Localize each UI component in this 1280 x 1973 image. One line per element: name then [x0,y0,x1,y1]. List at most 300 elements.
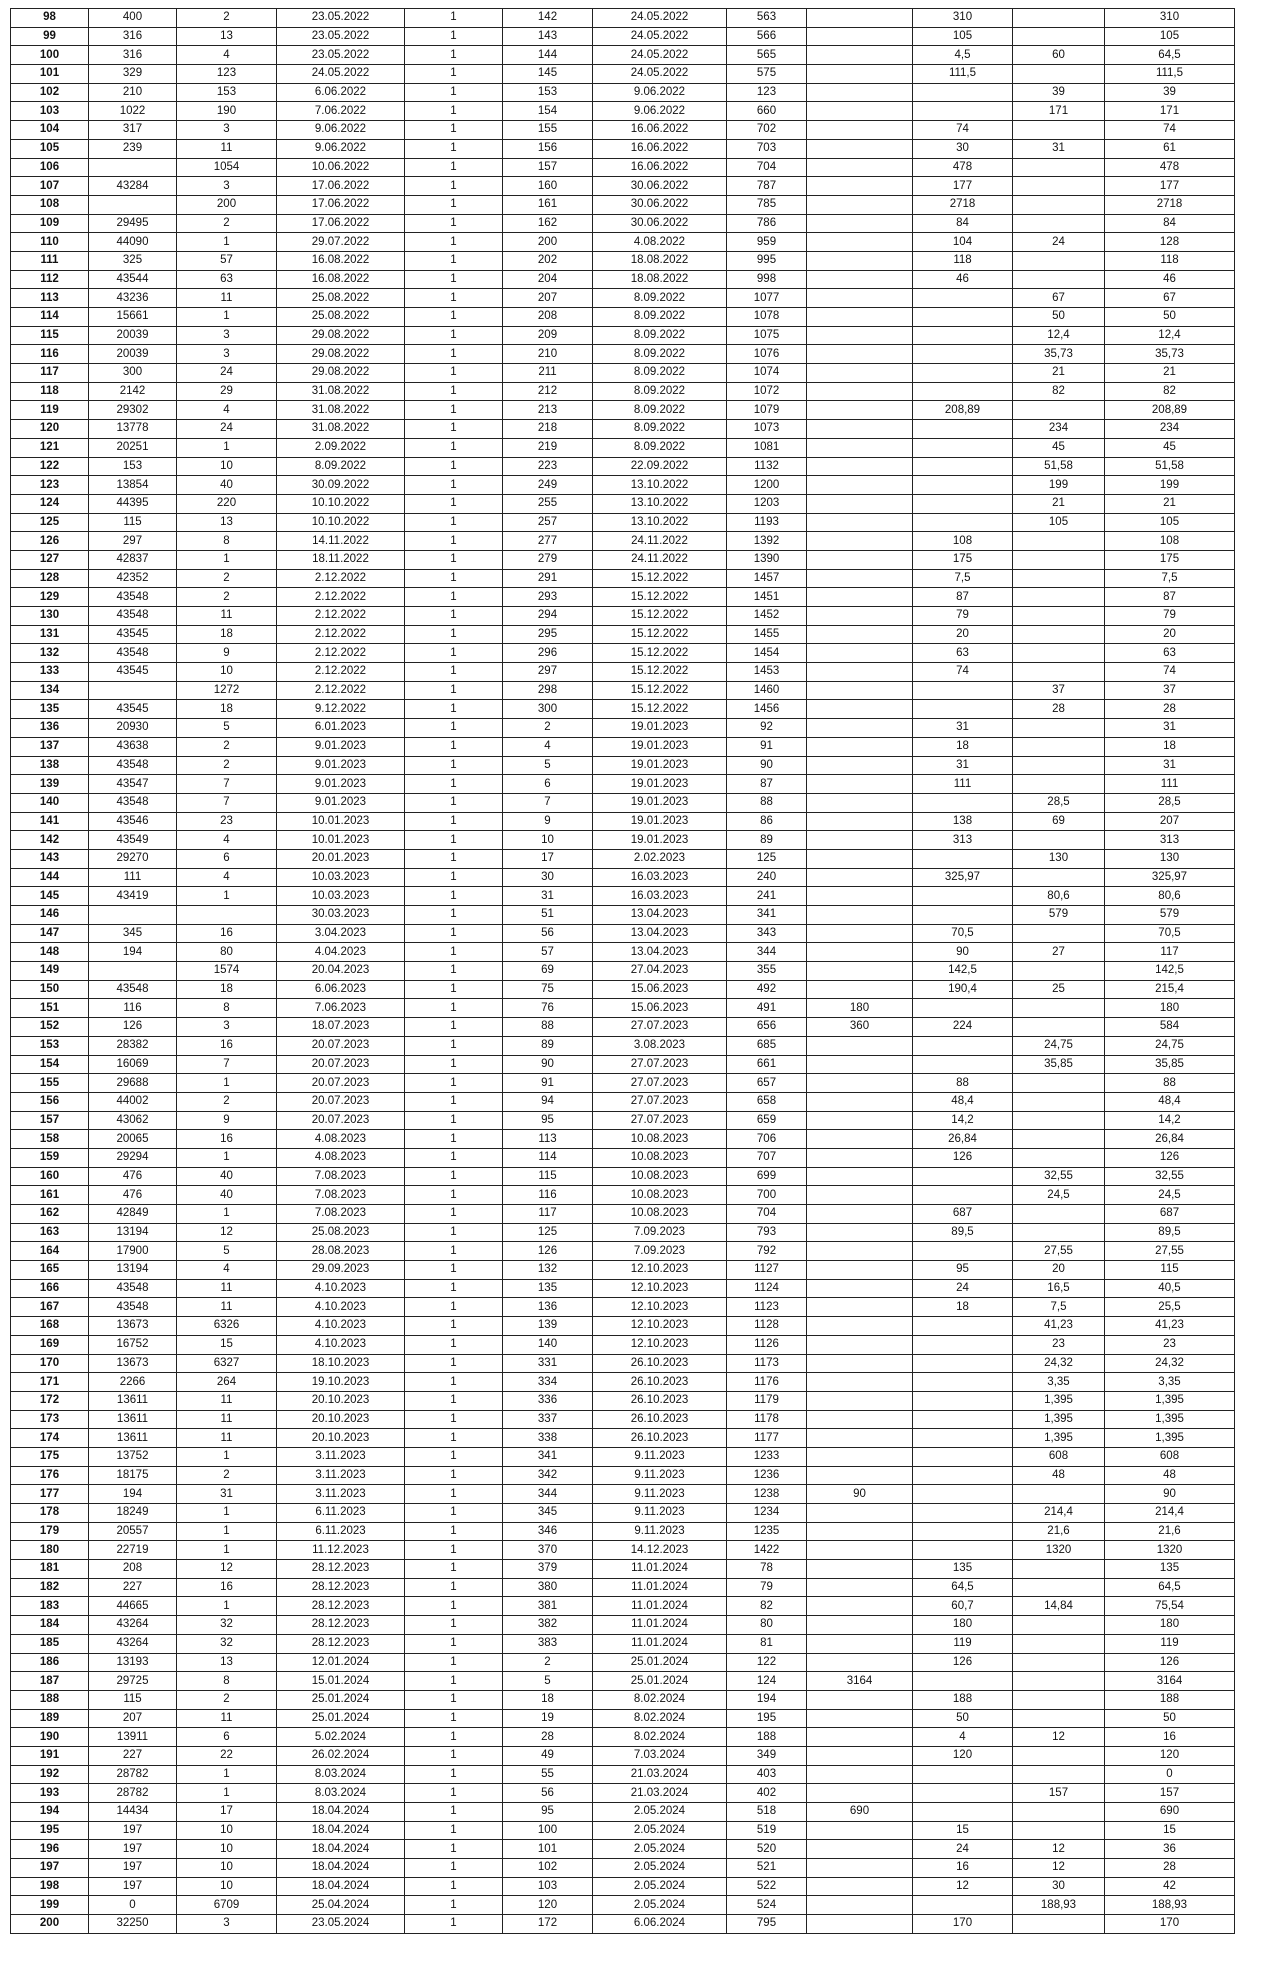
table-cell [913,438,1013,457]
table-cell: 1 [405,1223,503,1242]
table-cell: 123 [11,476,89,495]
table-row [11,1485,1235,1504]
table-cell [913,326,1013,345]
table-cell: 793 [727,1223,807,1242]
table-cell: 1 [405,121,503,140]
table-cell [1013,195,1105,214]
table-row [11,1765,1235,1784]
table-cell: 126 [913,1148,1013,1167]
table-cell: 7 [177,793,277,812]
table-cell: 1 [405,1466,503,1485]
table-cell: 39 [1013,83,1105,102]
table-cell: 111 [89,868,177,887]
table-cell: 154 [503,102,593,121]
table-row [11,1597,1235,1616]
table-cell: 18 [177,980,277,999]
table-cell: 156 [503,139,593,158]
table-cell: 1,395 [1105,1391,1235,1410]
table-cell: 80 [727,1616,807,1635]
table-cell: 1 [405,1578,503,1597]
table-cell: 10.01.2023 [277,812,405,831]
table-cell: 264 [177,1373,277,1392]
table-cell: 1 [405,1560,503,1579]
table-cell: 9.01.2023 [277,756,405,775]
table-cell: 12 [913,1877,1013,1896]
table-cell: 325,97 [1105,868,1235,887]
table-cell: 3164 [1105,1672,1235,1691]
table-cell: 116 [89,999,177,1018]
table-cell: 28,5 [1013,793,1105,812]
table-cell: 1 [405,1653,503,1672]
table-cell: 14.12.2023 [593,1541,727,1560]
table-cell: 37 [1105,681,1235,700]
table-cell [913,345,1013,364]
table-cell: 21 [1013,364,1105,383]
table-cell: 2.12.2022 [277,607,405,626]
table-cell: 195 [727,1709,807,1728]
table-cell [807,65,913,84]
table-cell: 11.01.2024 [593,1634,727,1653]
table-cell: 518 [727,1803,807,1822]
table-cell [807,1634,913,1653]
table-cell: 1 [405,1279,503,1298]
table-cell [913,1504,1013,1523]
table-cell: 9.01.2023 [277,737,405,756]
table-cell: 3 [177,1915,277,1934]
table-cell: 2.05.2024 [593,1896,727,1915]
table-cell: 1 [405,476,503,495]
table-cell: 12.10.2023 [593,1335,727,1354]
table-cell: 126 [89,1018,177,1037]
table-cell: 787 [727,177,807,196]
table-cell: 24.05.2022 [593,27,727,46]
table-cell: 84 [1105,214,1235,233]
table-cell [807,195,913,214]
table-cell: 295 [503,625,593,644]
table-cell: 2.12.2022 [277,625,405,644]
table-cell: 84 [913,214,1013,233]
table-cell: 115 [1105,1261,1235,1280]
table-cell: 10.03.2023 [277,868,405,887]
table-cell [1013,1205,1105,1224]
table-cell [807,681,913,700]
table-cell [807,1373,913,1392]
table-cell: 21 [1105,494,1235,513]
table-row [11,83,1235,102]
table-cell: 43236 [89,289,177,308]
table-cell: 6709 [177,1896,277,1915]
table-cell [913,1485,1013,1504]
table-cell: 157 [503,158,593,177]
table-cell: 180 [1105,999,1235,1018]
table-cell: 14434 [89,1803,177,1822]
table-cell [913,1373,1013,1392]
table-cell: 2 [177,588,277,607]
table-cell: 658 [727,1092,807,1111]
table-cell: 135 [1105,1560,1235,1579]
table-row [11,532,1235,551]
table-cell: 25 [1013,980,1105,999]
table-cell: 1392 [727,532,807,551]
table-cell: 175 [1105,550,1235,569]
table-cell: 1,395 [1013,1429,1105,1448]
table-cell: 24,5 [1013,1186,1105,1205]
table-cell: 14,2 [1105,1111,1235,1130]
table-cell: 144 [11,868,89,887]
table-cell: 179 [11,1522,89,1541]
table-cell: 207 [1105,812,1235,831]
table-cell: 188,93 [1013,1896,1105,1915]
table-cell: 114 [503,1148,593,1167]
table-cell: 1 [177,1522,277,1541]
table-cell: 10.08.2023 [593,1148,727,1167]
table-cell: 699 [727,1167,807,1186]
table-cell [913,1167,1013,1186]
table-cell: 208 [89,1560,177,1579]
table-cell: 40 [177,476,277,495]
table-cell: 1 [405,270,503,289]
table-cell: 190 [11,1728,89,1747]
table-cell: 118 [913,251,1013,270]
table-cell: 9.11.2023 [593,1466,727,1485]
table-cell: 76 [503,999,593,1018]
table-cell: 147 [11,924,89,943]
table-cell: 7 [177,1055,277,1074]
table-cell: 197 [89,1840,177,1859]
table-cell: 1 [405,1391,503,1410]
table-cell: 89 [503,1036,593,1055]
table-cell: 11 [177,607,277,626]
table-cell: 185 [11,1634,89,1653]
table-cell: 20.10.2023 [277,1391,405,1410]
table-cell: 102 [503,1859,593,1878]
table-cell: 31 [1105,719,1235,738]
table-cell: 41,23 [1013,1317,1105,1336]
table-cell: 16.08.2022 [277,251,405,270]
table-cell: 27.07.2023 [593,1018,727,1037]
table-cell: 9.11.2023 [593,1504,727,1523]
table-cell: 28.12.2023 [277,1597,405,1616]
table-cell: 5 [177,719,277,738]
table-cell: 9.12.2022 [277,700,405,719]
table-cell [1013,1485,1105,1504]
table-cell: 706 [727,1130,807,1149]
table-cell: 20 [913,625,1013,644]
table-row [11,1410,1235,1429]
table-cell [807,849,913,868]
table-cell: 138 [11,756,89,775]
table-cell: 1 [405,251,503,270]
table-cell [807,83,913,102]
table-cell: 28.08.2023 [277,1242,405,1261]
table-cell: 18.08.2022 [593,251,727,270]
table-cell: 1,395 [1105,1410,1235,1429]
table-cell: 519 [727,1821,807,1840]
table-cell: 207 [503,289,593,308]
table-cell: 1203 [727,494,807,513]
table-cell: 125 [727,849,807,868]
table-cell: 687 [913,1205,1013,1224]
table-cell [913,476,1013,495]
table-cell [913,102,1013,121]
table-cell: 6 [177,1728,277,1747]
table-cell: 2 [177,1092,277,1111]
table-cell: 316 [89,46,177,65]
table-cell: 18 [177,625,277,644]
table-cell: 88 [727,793,807,812]
table-cell: 92 [727,719,807,738]
table-cell: 704 [727,158,807,177]
table-cell [807,1522,913,1541]
table-cell [807,326,913,345]
table-cell: 1022 [89,102,177,121]
table-cell: 584 [1105,1018,1235,1037]
table-cell: 25.01.2024 [593,1672,727,1691]
table-cell: 298 [503,681,593,700]
table-cell: 24.05.2022 [277,65,405,84]
table-cell: 44395 [89,494,177,513]
table-cell: 1 [405,1634,503,1653]
table-cell: 103 [11,102,89,121]
table-cell [1013,1074,1105,1093]
table-row [11,9,1235,28]
table-cell: 15.12.2022 [593,644,727,663]
table-cell: 478 [913,158,1013,177]
table-cell: 1 [405,1803,503,1822]
table-cell: 19 [503,1709,593,1728]
table-cell: 24.11.2022 [593,550,727,569]
table-cell [807,831,913,850]
table-cell: 223 [503,457,593,476]
table-cell: 171 [11,1373,89,1392]
table-cell: 1 [405,1504,503,1523]
table-cell: 32,55 [1105,1167,1235,1186]
table-cell: 4.10.2023 [277,1317,405,1336]
table-cell: 94 [503,1092,593,1111]
table-cell: 11.01.2024 [593,1597,727,1616]
table-cell: 1 [405,1447,503,1466]
table-cell: 12 [1013,1859,1105,1878]
table-cell: 197 [89,1821,177,1840]
table-cell: 2 [503,1653,593,1672]
table-cell: 88 [503,1018,593,1037]
table-cell: 6.06.2024 [593,1915,727,1934]
table-cell: 188,93 [1105,1896,1235,1915]
table-cell [807,476,913,495]
table-cell: 123 [727,83,807,102]
table-cell: 199 [1013,476,1105,495]
table-cell: 700 [727,1186,807,1205]
table-cell: 30.06.2022 [593,214,727,233]
table-cell: 1123 [727,1298,807,1317]
table-cell: 13 [177,27,277,46]
table-cell: 334 [503,1373,593,1392]
table-row [11,1709,1235,1728]
table-cell: 329 [89,65,177,84]
table-cell: 8 [177,1672,277,1691]
table-cell [1013,550,1105,569]
table-cell: 88 [1105,1074,1235,1093]
table-cell [913,1541,1013,1560]
table-cell: 196 [11,1840,89,1859]
table-cell: 23 [1013,1335,1105,1354]
table-cell: 193 [11,1784,89,1803]
table-cell: 1178 [727,1410,807,1429]
table-cell: 1 [405,1541,503,1560]
table-cell: 2.12.2022 [277,663,405,682]
table-cell: 26.10.2023 [593,1373,727,1392]
table-cell: 30.09.2022 [277,476,405,495]
table-cell: 126 [11,532,89,551]
table-cell: 9.11.2023 [593,1522,727,1541]
table-row [11,345,1235,364]
table-cell: 128 [1105,233,1235,252]
table-cell: 170 [1105,1915,1235,1934]
table-cell: 234 [1105,420,1235,439]
table-cell: 24 [1013,233,1105,252]
table-cell: 11 [177,1391,277,1410]
table-cell: 180 [1105,1616,1235,1635]
table-cell: 15 [177,1335,277,1354]
table-cell: 10 [177,1840,277,1859]
table-row [11,1373,1235,1392]
table-cell: 1078 [727,308,807,327]
table-cell [1013,532,1105,551]
table-cell: 8.09.2022 [593,345,727,364]
table-cell [807,1242,913,1261]
table-cell: 16.08.2022 [277,270,405,289]
table-cell: 150 [11,980,89,999]
table-row [11,1111,1235,1130]
table-cell: 100 [11,46,89,65]
table-cell [1013,625,1105,644]
table-row [11,1429,1235,1448]
table-cell: 10.08.2023 [593,1205,727,1224]
table-cell: 105 [1013,513,1105,532]
table-row [11,121,1235,140]
table-cell: 379 [503,1560,593,1579]
table-cell: 188 [11,1690,89,1709]
table-cell: 1 [405,1242,503,1261]
table-cell: 3164 [807,1672,913,1691]
table-cell: 48,4 [1105,1092,1235,1111]
table-cell [1013,214,1105,233]
table-cell [1013,1821,1105,1840]
table-row [11,924,1235,943]
table-cell: 1 [405,1821,503,1840]
table-cell: 345 [503,1504,593,1523]
table-cell: 15.06.2023 [593,999,727,1018]
table-row [11,65,1235,84]
table-cell: 291 [503,569,593,588]
table-cell: 16 [177,1130,277,1149]
table-cell [807,382,913,401]
table-row [11,1728,1235,1747]
table-cell: 118 [11,382,89,401]
table-cell: 75,54 [1105,1597,1235,1616]
table-cell: 119 [1105,1634,1235,1653]
table-cell: 1 [405,906,503,925]
table-cell: 1 [405,1784,503,1803]
table-cell: 199 [11,1896,89,1915]
table-cell: 26.10.2023 [593,1391,727,1410]
table-cell [807,177,913,196]
table-cell: 171 [1105,102,1235,121]
table-cell: 1 [405,438,503,457]
table-cell: 2.12.2022 [277,681,405,700]
table-cell: 21 [1013,494,1105,513]
table-cell: 91 [727,737,807,756]
table-cell [807,1653,913,1672]
table-cell: 219 [503,438,593,457]
table-cell: 795 [727,1915,807,1934]
table-cell: 170 [11,1354,89,1373]
table-cell: 36 [1105,1840,1235,1859]
table-cell: 3.11.2023 [277,1447,405,1466]
table-cell: 2142 [89,382,177,401]
table-cell: 20.07.2023 [277,1092,405,1111]
table-cell: 4 [177,46,277,65]
table-cell: 13611 [89,1391,177,1410]
table-cell: 16 [1105,1728,1235,1747]
table-cell: 163 [11,1223,89,1242]
table-cell: 1077 [727,289,807,308]
table-cell: 136 [503,1298,593,1317]
table-cell: 1235 [727,1522,807,1541]
table-cell: 13.04.2023 [593,924,727,943]
table-cell: 1 [177,1784,277,1803]
table-row [11,1541,1235,1560]
table-cell: 4.08.2023 [277,1148,405,1167]
table-cell: 64,5 [913,1578,1013,1597]
table-cell: 20 [1013,1261,1105,1280]
table-cell: 2718 [1105,195,1235,214]
table-cell: 132 [11,644,89,663]
table-cell: 1 [405,1690,503,1709]
table-cell: 341 [503,1447,593,1466]
table-cell: 1054 [177,158,277,177]
table-row [11,401,1235,420]
table-cell: 119 [913,1634,1013,1653]
table-cell: 6 [503,775,593,794]
table-cell: 6.06.2023 [277,980,405,999]
table-cell: 100 [503,1821,593,1840]
table-cell: 26.02.2024 [277,1746,405,1765]
table-cell: 130 [1013,849,1105,868]
table-cell: 31.08.2022 [277,401,405,420]
table-cell: 1 [405,737,503,756]
table-cell: 48 [1105,1466,1235,1485]
table-cell: 1 [405,214,503,233]
table-cell: 39 [1105,83,1235,102]
table-row [11,177,1235,196]
table-cell: 27,55 [1105,1242,1235,1261]
table-cell [913,1429,1013,1448]
table-cell: 1 [177,1597,277,1616]
table-cell: 162 [503,214,593,233]
table-cell: 1 [177,308,277,327]
table-cell: 164 [11,1242,89,1261]
table-cell: 5.02.2024 [277,1728,405,1747]
table-cell: 158 [11,1130,89,1149]
table-cell: 28 [503,1728,593,1747]
table-cell: 183 [11,1597,89,1616]
table-cell: 7.06.2022 [277,102,405,121]
table-cell: 13 [177,1653,277,1672]
table-cell [807,139,913,158]
table-cell: 476 [89,1186,177,1205]
table-cell [1013,644,1105,663]
